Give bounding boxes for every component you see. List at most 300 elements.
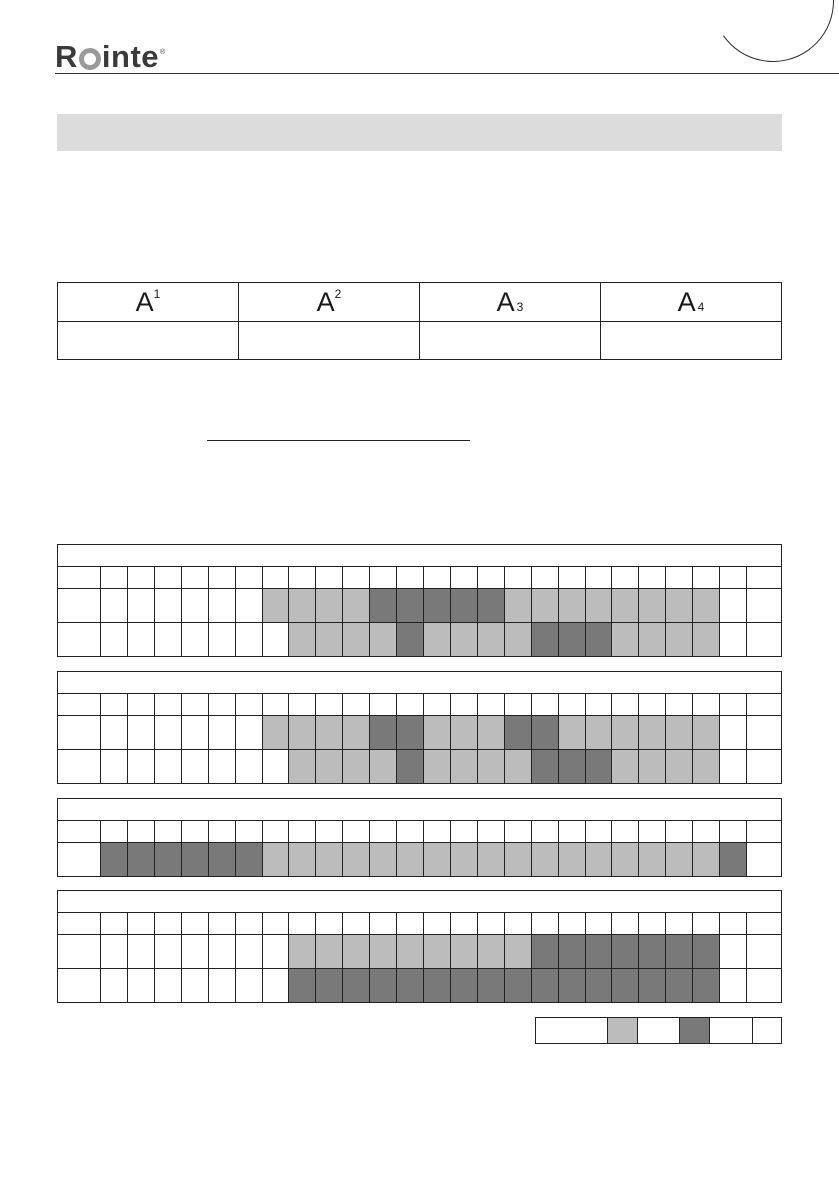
schedule-slot [236, 750, 263, 784]
schedule-slot [666, 623, 693, 657]
corner-decoration [702, 0, 839, 72]
schedule-slot [289, 589, 316, 623]
schedule-slot [209, 623, 236, 657]
schedule-slot [505, 750, 532, 784]
schedule-slot [236, 623, 263, 657]
hour-header-cell [747, 913, 782, 935]
hour-header-cell [505, 567, 532, 589]
schedule-slot [209, 589, 236, 623]
hour-header-cell [720, 567, 747, 589]
hour-header-cell [155, 567, 182, 589]
schedule-slot [316, 623, 343, 657]
schedule-slot [128, 623, 155, 657]
schedule-slot [612, 623, 639, 657]
hour-header-cell [747, 821, 782, 843]
schedule-slot [666, 969, 693, 1003]
underline-field [207, 440, 470, 441]
schedule-slot [316, 843, 343, 877]
hour-header-cell [289, 694, 316, 716]
schedule-slot [532, 623, 559, 657]
hour-header-cell [612, 821, 639, 843]
schedule-slot [559, 935, 586, 969]
hour-header-cell [263, 821, 290, 843]
hour-header-cell [693, 567, 720, 589]
program-title [57, 544, 782, 566]
schedule-slot [101, 589, 128, 623]
schedule-slot [397, 623, 424, 657]
hour-header-cell [639, 821, 666, 843]
schedule-slot [720, 716, 747, 750]
hour-header-cell [720, 694, 747, 716]
day-label-cell [58, 589, 101, 623]
hour-header-cell [155, 913, 182, 935]
schedule-slot [316, 589, 343, 623]
schedule-slot [612, 716, 639, 750]
schedule-slot [639, 716, 666, 750]
schedule-slot [612, 589, 639, 623]
schedule-slot [343, 843, 370, 877]
schedule-slot [478, 623, 505, 657]
schedule-slot [424, 589, 451, 623]
program-table-4 [57, 890, 782, 1003]
model-letter: A [316, 286, 335, 317]
row-label-header [58, 821, 101, 843]
hour-header-cell [236, 821, 263, 843]
hour-header-cell [747, 567, 782, 589]
model-header-row [58, 283, 782, 322]
hour-header-cell [397, 694, 424, 716]
day-label-cell [58, 716, 101, 750]
schedule-slot [586, 589, 613, 623]
schedule-slot [639, 623, 666, 657]
schedule-slot-end [747, 750, 782, 784]
hour-header-cell [236, 694, 263, 716]
model-value-cell [58, 322, 239, 360]
schedule-slot [289, 935, 316, 969]
hour-header-cell [316, 913, 343, 935]
schedule-slot [451, 843, 478, 877]
schedule-slot [182, 843, 209, 877]
hour-header-cell [343, 694, 370, 716]
schedule-slot [505, 843, 532, 877]
schedule-slot [209, 716, 236, 750]
schedule-slot [505, 969, 532, 1003]
schedule-slot [370, 843, 397, 877]
logo-wordmark [55, 36, 166, 74]
schedule-slot-end [747, 716, 782, 750]
hour-header-cell [693, 694, 720, 716]
schedule-slot [128, 969, 155, 1003]
schedule-slot [155, 750, 182, 784]
schedule-slot [720, 969, 747, 1003]
model-letter: A [135, 286, 154, 317]
hour-header-cell [559, 567, 586, 589]
schedule-slot [586, 750, 613, 784]
schedule-slot [478, 750, 505, 784]
program-title [57, 890, 782, 912]
schedule-slot [720, 750, 747, 784]
hour-header-cell [128, 913, 155, 935]
schedule-slot [209, 843, 236, 877]
model-index: 2 [334, 286, 342, 301]
schedule-slot-end [747, 935, 782, 969]
schedule-slot [236, 935, 263, 969]
schedule-slot [586, 716, 613, 750]
header-divider [55, 73, 839, 74]
schedule-slot [612, 969, 639, 1003]
legend-label-cell [638, 1018, 680, 1044]
schedule-slot [236, 589, 263, 623]
hour-header-cell [316, 694, 343, 716]
schedule-slot [155, 969, 182, 1003]
hour-header-cell [451, 821, 478, 843]
registered-mark: ® [160, 49, 166, 56]
schedule-slot [155, 716, 182, 750]
hour-header-cell [478, 567, 505, 589]
schedule-slot-end [747, 623, 782, 657]
model-value-cell [420, 322, 601, 360]
schedule-slot [343, 589, 370, 623]
schedule-slot [586, 843, 613, 877]
schedule-slot [424, 969, 451, 1003]
hour-header-cell [532, 567, 559, 589]
schedule-slot [639, 750, 666, 784]
hour-header-cell [424, 821, 451, 843]
schedule-slot [209, 750, 236, 784]
hour-header-cell [182, 567, 209, 589]
brand-logo [55, 36, 166, 74]
schedule-slot [693, 969, 720, 1003]
schedule-slot [397, 750, 424, 784]
hour-header-cell [370, 567, 397, 589]
schedule-slot [263, 623, 290, 657]
schedule-slot [478, 843, 505, 877]
schedule-slot [370, 716, 397, 750]
schedule-slot-end [747, 843, 782, 877]
hour-header-cell [128, 694, 155, 716]
schedule-slot [478, 589, 505, 623]
schedule-slot [639, 935, 666, 969]
day-label-cell [58, 843, 101, 877]
legend-swatch [680, 1018, 710, 1044]
schedule-slot [343, 969, 370, 1003]
hour-header-cell [316, 567, 343, 589]
schedule-slot [263, 843, 290, 877]
schedule-slot [263, 969, 290, 1003]
hour-header-cell [586, 913, 613, 935]
hour-header-cell [289, 913, 316, 935]
schedule-slot [397, 716, 424, 750]
hour-header-cell [128, 821, 155, 843]
schedule-slot [128, 589, 155, 623]
hour-header-cell [586, 567, 613, 589]
schedule-slot [236, 843, 263, 877]
hour-header-cell [612, 567, 639, 589]
schedule-slot [586, 935, 613, 969]
schedule-slot [370, 623, 397, 657]
schedule-slot [532, 589, 559, 623]
schedule-slot [101, 969, 128, 1003]
hour-header-cell [343, 567, 370, 589]
schedule-slot [370, 750, 397, 784]
hour-header-cell [612, 913, 639, 935]
hour-header-cell [343, 821, 370, 843]
schedule-slot [478, 716, 505, 750]
hour-header-cell [182, 913, 209, 935]
schedule-slot [532, 843, 559, 877]
schedule-slot [451, 589, 478, 623]
schedule-slot [343, 750, 370, 784]
program-table-2 [57, 671, 782, 784]
hour-header-cell [316, 821, 343, 843]
hour-header-cell [155, 821, 182, 843]
schedule-slot [424, 623, 451, 657]
schedule-slot [424, 716, 451, 750]
schedule-slot [397, 935, 424, 969]
hour-header-cell [532, 821, 559, 843]
schedule-slot [451, 750, 478, 784]
schedule-slot [155, 935, 182, 969]
hour-header-cell [182, 694, 209, 716]
model-table [57, 282, 782, 360]
legend-swatch [608, 1018, 638, 1044]
schedule-slot [128, 843, 155, 877]
schedule-slot [666, 589, 693, 623]
hour-header-cell [478, 694, 505, 716]
schedule-slot [128, 716, 155, 750]
schedule-slot [559, 623, 586, 657]
schedule-slot [720, 623, 747, 657]
program-title [57, 671, 782, 693]
model-index: 4 [697, 299, 705, 314]
schedule-slot [451, 969, 478, 1003]
schedule-slot [559, 716, 586, 750]
schedule-slot [289, 969, 316, 1003]
schedule-slot [693, 750, 720, 784]
hour-header-cell [370, 821, 397, 843]
schedule-slot [370, 969, 397, 1003]
schedule-slot [451, 935, 478, 969]
hour-header-cell [559, 694, 586, 716]
schedule-slot [666, 716, 693, 750]
schedule-slot [586, 969, 613, 1003]
schedule-grid [57, 693, 782, 784]
day-label-cell [58, 623, 101, 657]
hour-header-cell [101, 567, 128, 589]
schedule-slot [289, 750, 316, 784]
hour-header-cell [424, 567, 451, 589]
row-label-header [58, 913, 101, 935]
schedule-slot [505, 623, 532, 657]
schedule-slot [693, 935, 720, 969]
schedule-slot [720, 935, 747, 969]
hour-header-cell [209, 913, 236, 935]
schedule-slot [693, 623, 720, 657]
schedule-slot [397, 843, 424, 877]
hour-header-cell [505, 694, 532, 716]
model-index: 1 [153, 286, 161, 301]
hour-header-cell [639, 567, 666, 589]
schedule-slot [236, 716, 263, 750]
hour-header-cell [612, 694, 639, 716]
hour-header-cell [155, 694, 182, 716]
hour-header-cell [586, 821, 613, 843]
hour-header-cell [505, 821, 532, 843]
hour-header-cell [532, 913, 559, 935]
schedule-slot [155, 843, 182, 877]
model-letter: A [677, 286, 696, 317]
schedule-slot [612, 843, 639, 877]
schedule-slot [101, 935, 128, 969]
hour-header-cell [209, 694, 236, 716]
model-value-cell [601, 322, 782, 360]
hour-header-cell [720, 821, 747, 843]
program-table-3 [57, 798, 782, 877]
schedule-slot [343, 716, 370, 750]
schedule-grid [57, 820, 782, 877]
schedule-slot [370, 935, 397, 969]
schedule-grid [57, 566, 782, 657]
schedule-slot [639, 843, 666, 877]
hour-header-cell [639, 913, 666, 935]
hour-header-cell [209, 567, 236, 589]
schedule-slot [289, 843, 316, 877]
hour-header-cell [263, 694, 290, 716]
legend-label-cell [710, 1018, 753, 1044]
hour-header-cell [289, 821, 316, 843]
hour-header-cell [236, 567, 263, 589]
model-header-cell [420, 283, 601, 322]
schedule-slot [666, 750, 693, 784]
schedule-slot [532, 750, 559, 784]
hour-header-cell [370, 913, 397, 935]
schedule-slot [505, 935, 532, 969]
schedule-slot [316, 750, 343, 784]
schedule-slot [451, 716, 478, 750]
model-index: 3 [516, 299, 524, 314]
schedule-slot [101, 623, 128, 657]
model-value-row [58, 322, 782, 360]
schedule-slot [424, 935, 451, 969]
hour-header-cell [693, 913, 720, 935]
schedule-slot [666, 843, 693, 877]
hour-header-cell [720, 913, 747, 935]
hour-header-cell [263, 913, 290, 935]
row-label-header [58, 694, 101, 716]
hour-header-cell [747, 694, 782, 716]
hour-header-cell [478, 913, 505, 935]
hour-header-cell [532, 694, 559, 716]
schedule-slot [451, 623, 478, 657]
row-label-header [58, 567, 101, 589]
model-value-cell [239, 322, 420, 360]
hour-header-cell [101, 694, 128, 716]
hour-header-cell [236, 913, 263, 935]
hour-header-cell [397, 913, 424, 935]
schedule-slot [263, 589, 290, 623]
schedule-slot-end [747, 589, 782, 623]
schedule-slot [532, 716, 559, 750]
schedule-slot [505, 716, 532, 750]
schedule-slot [182, 623, 209, 657]
hour-header-cell [666, 694, 693, 716]
schedule-slot [666, 935, 693, 969]
hour-header-cell [693, 821, 720, 843]
schedule-slot [316, 716, 343, 750]
hour-header-cell [101, 913, 128, 935]
schedule-slot [263, 750, 290, 784]
hour-header-cell [397, 821, 424, 843]
legend-label-cell [753, 1018, 782, 1044]
hour-header-cell [424, 694, 451, 716]
hour-header-cell [424, 913, 451, 935]
hour-header-cell [128, 567, 155, 589]
hour-header-cell [263, 567, 290, 589]
hour-header-cell [666, 821, 693, 843]
schedule-slot [182, 589, 209, 623]
model-header-cell [58, 283, 239, 322]
hour-header-cell [209, 821, 236, 843]
schedule-slot [155, 623, 182, 657]
schedule-slot [612, 750, 639, 784]
schedule-slot [101, 843, 128, 877]
schedule-slot [155, 589, 182, 623]
hour-header-cell [586, 694, 613, 716]
schedule-slot [532, 935, 559, 969]
schedule-slot [128, 935, 155, 969]
schedule-slot [263, 716, 290, 750]
schedule-slot [424, 750, 451, 784]
schedule-slot [289, 716, 316, 750]
schedule-slot [101, 716, 128, 750]
schedule-slot [182, 716, 209, 750]
schedule-slot [370, 589, 397, 623]
schedule-slot [397, 969, 424, 1003]
schedule-slot [505, 589, 532, 623]
schedule-slot [343, 623, 370, 657]
legend-label-cell [536, 1018, 608, 1044]
hour-header-cell [451, 567, 478, 589]
schedule-slot [478, 969, 505, 1003]
schedule-slot [693, 716, 720, 750]
hour-header-cell [666, 913, 693, 935]
schedule-slot [720, 589, 747, 623]
schedule-slot [586, 623, 613, 657]
schedule-slot [316, 969, 343, 1003]
schedule-slot [559, 843, 586, 877]
schedule-slot [236, 969, 263, 1003]
schedule-slot [397, 589, 424, 623]
model-header-cell [601, 283, 782, 322]
schedule-slot [478, 935, 505, 969]
hour-header-cell [559, 913, 586, 935]
schedule-slot [559, 750, 586, 784]
schedule-slot [559, 589, 586, 623]
hour-header-cell [182, 821, 209, 843]
day-label-cell [58, 969, 101, 1003]
legend [535, 1017, 782, 1044]
schedule-slot [612, 935, 639, 969]
hour-header-cell [289, 567, 316, 589]
hour-header-cell [451, 913, 478, 935]
hour-header-cell [451, 694, 478, 716]
hour-header-cell [639, 694, 666, 716]
schedule-slot [263, 935, 290, 969]
schedule-slot [532, 969, 559, 1003]
schedule-slot [182, 935, 209, 969]
schedule-slot [101, 750, 128, 784]
logo-letters-inte: inte [101, 39, 160, 74]
